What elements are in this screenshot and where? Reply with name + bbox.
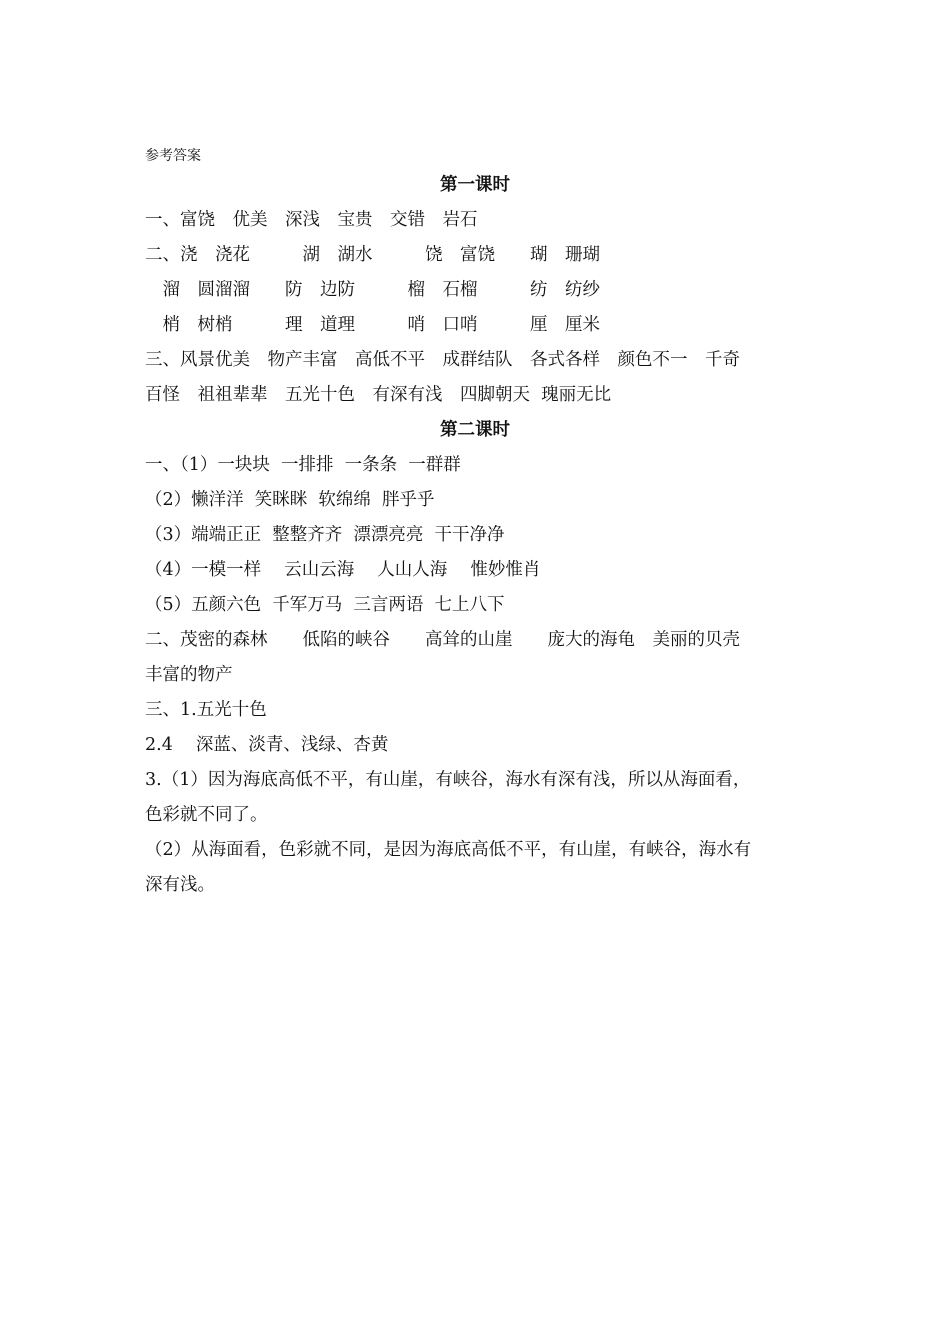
lesson2-heading: 第二课时 — [440, 420, 510, 440]
lesson1-q2-row1: 二、浇 浇花 湖 湖水 饶 富饶 瑚 珊瑚 — [145, 245, 600, 265]
doc-title: 参考答案 — [145, 148, 201, 164]
lesson2-q1-1: 一、（1）一块块 一排排 一条条 一群群 — [145, 455, 461, 475]
lesson2-q1-5: （5）五颜六色 千军万马 三言两语 七上八下 — [145, 595, 505, 615]
lesson2-q2-row1: 二、茂密的森林 低陷的峡谷 高耸的山崖 庞大的海龟 美丽的贝壳 — [145, 630, 740, 650]
lesson2-q3-1: 三、1.五光十色 — [145, 700, 267, 720]
lesson2-q1-4: （4）一模一样 云山云海 人山人海 惟妙惟肖 — [145, 560, 541, 580]
lesson1-q3-row1: 三、风景优美 物产丰富 高低不平 成群结队 各式各样 颜色不一 千奇 — [145, 350, 740, 370]
lesson1-q3-row2: 百怪 祖祖辈辈 五光十色 有深有浅 四脚朝天 瑰丽无比 — [145, 385, 612, 405]
lesson2-q3-3-2-row1: （2）从海面看，色彩就不同，是因为海底高低不平，有山崖，有峡谷，海水有 — [145, 840, 752, 860]
lesson2-q3-3-row2: 色彩就不同了。 — [145, 805, 268, 825]
lesson2-q3-3-row1: 3.（1）因为海底高低不平，有山崖，有峡谷，海水有深有浅，所以从海面看， — [145, 770, 751, 790]
lesson1-q2-row2: 溜 圆溜溜 防 边防 榴 石榴 纺 纺纱 — [145, 280, 600, 300]
lesson2-q1-3: （3）端端正正 整整齐齐 漂漂亮亮 干干净净 — [145, 525, 505, 545]
lesson2-q1-2: （2）懒洋洋 笑眯眯 软绵绵 胖乎乎 — [145, 490, 435, 510]
lesson1-q2-row3: 梢 树梢 理 道理 哨 口哨 厘 厘米 — [145, 315, 600, 335]
lesson2-q3-3-2-row2: 深有浅。 — [145, 875, 215, 895]
lesson1-heading: 第一课时 — [440, 175, 510, 195]
lesson1-q1: 一、富饶 优美 深浅 宝贵 交错 岩石 — [145, 210, 478, 230]
lesson2-q3-2: 2.4 深蓝、淡青、浅绿、杏黄 — [145, 735, 389, 755]
lesson2-q2-row2: 丰富的物产 — [145, 665, 233, 685]
